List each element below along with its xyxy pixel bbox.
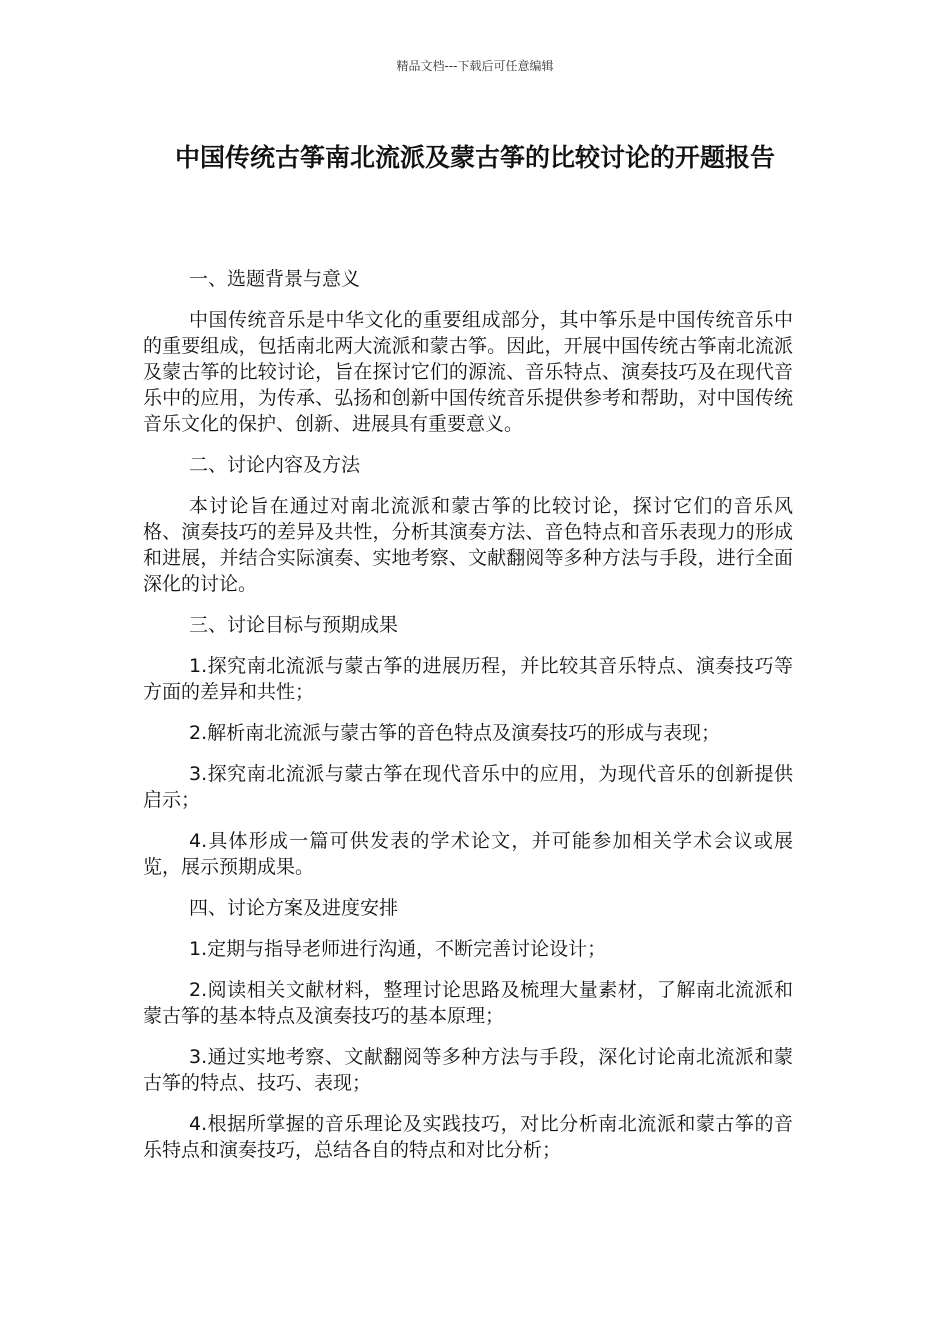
section-heading: 一、选题背景与意义: [189, 268, 361, 290]
list-item: 2.阅读相关文献材料，整理讨论思路及梳理大量素材，了解南北流派和蒙古筝的基本特点及演奏技巧的基本原理；: [143, 979, 793, 1027]
header-note: 精品文档---下载后可任意编辑: [396, 59, 554, 73]
list-item: 2.解析南北流派与蒙古筝的音色特点及演奏技巧的形成与表现；: [189, 722, 721, 744]
paragraph: 本讨论旨在通过对南北流派和蒙古筝的比较讨论，探讨它们的音乐风格、演奏技巧的差异及共性，分析其演奏方法、音色特点和音乐表现力的形成和进展，并结合实际演奏、实地考察、文献翻阅等多种方法与手段，进行全面深化的讨论。: [143, 495, 793, 595]
list-item: 1.探究南北流派与蒙古筝的进展历程，并比较其音乐特点、演奏技巧等方面的差异和共性；: [143, 655, 793, 703]
list-item: 1.定期与指导老师进行沟通，不断完善讨论设计；: [189, 938, 607, 960]
document-title: 中国传统古筝南北流派及蒙古筝的比较讨论的开题报告: [174, 143, 775, 172]
section-heading: 二、讨论内容及方法: [189, 454, 361, 476]
section-heading: 三、讨论目标与预期成果: [189, 614, 399, 636]
list-item: 3.通过实地考察、文献翻阅等多种方法与手段，深化讨论南北流派和蒙古筝的特点、技巧、表现；: [143, 1046, 793, 1094]
list-item: 3.探究南北流派与蒙古筝在现代音乐中的应用，为现代音乐的创新提供启示；: [143, 763, 793, 811]
list-item: 4.具体形成一篇可供发表的学术论文，并可能参加相关学术会议或展览，展示预期成果。: [143, 830, 793, 878]
section-heading: 四、讨论方案及进度安排: [189, 897, 399, 919]
paragraph: 中国传统音乐是中华文化的重要组成部分，其中筝乐是中国传统音乐中的重要组成，包括南北两大流派和蒙古筝。因此，开展中国传统古筝南北流派及蒙古筝的比较讨论，旨在探讨它们的源流、音乐特点、演奏技巧及在现代音乐中的应用，为传承、弘扬和创新中国传统音乐提供参考和帮助，对中国传统音乐文化的保护、创新、进展具有重要意义。: [143, 309, 793, 435]
document-body: [143, 266, 793, 1178]
list-item: 4.根据所掌握的音乐理论及实践技巧，对比分析南北流派和蒙古筝的音乐特点和演奏技巧，总结各自的特点和对比分析；: [143, 1113, 793, 1161]
